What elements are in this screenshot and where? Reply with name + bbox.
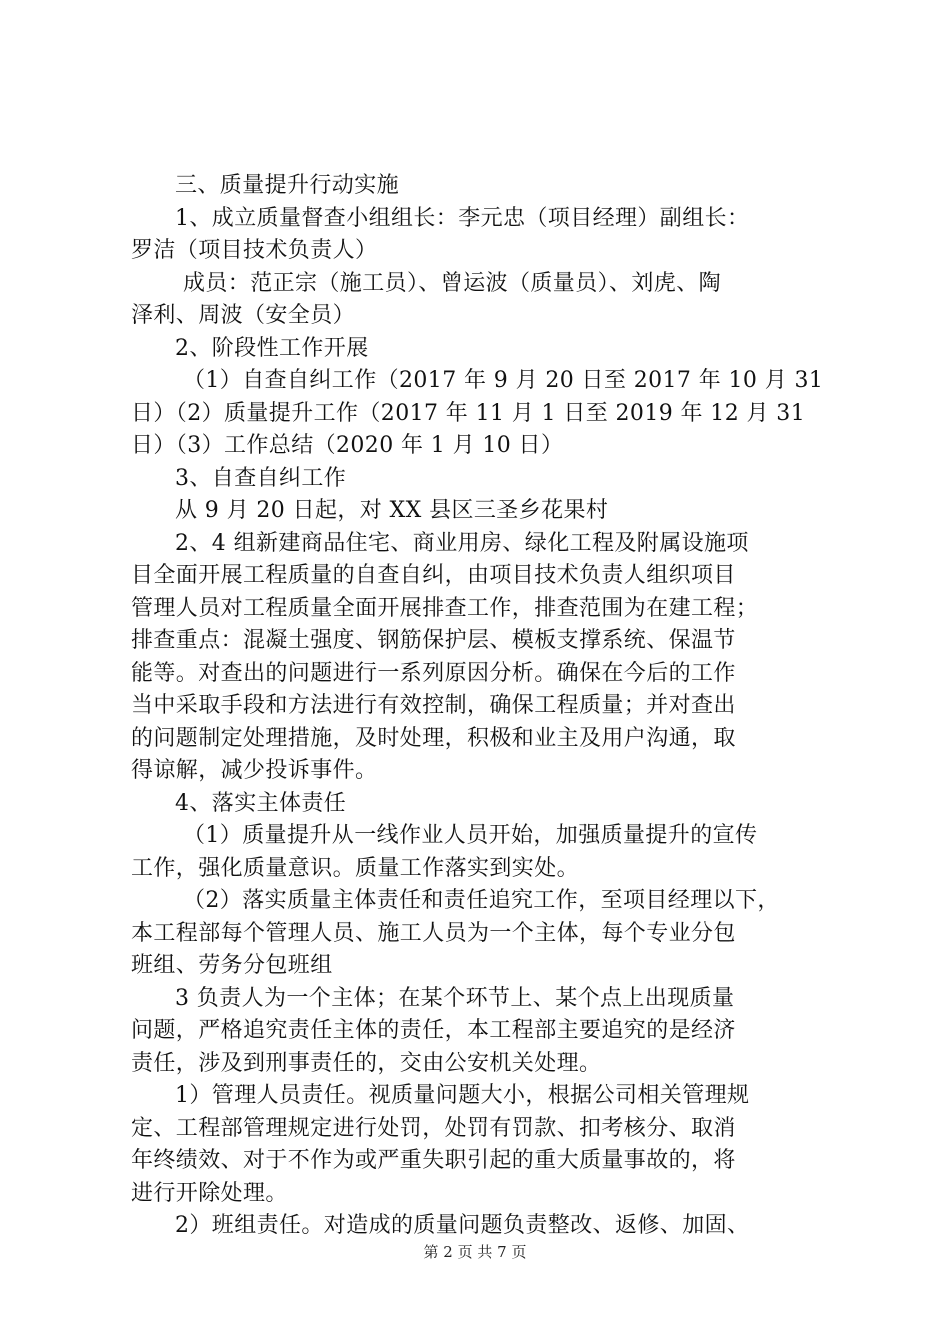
text-line: 成员：范正宗（施工员）、曾运波（质量员）、刘虎、陶 [183, 270, 722, 296]
text-line: 排查重点：混凝土强度、钢筋保护层、模板支撑系统、保温节 [131, 628, 736, 653]
text-line: 工作，强化质量意识。质量工作落实到实处。 [131, 855, 580, 881]
text-line: 班组、劳务分包班组 [131, 953, 333, 978]
text-line: 当中采取手段和方法进行有效控制，确保工程质量；并对查出 [131, 693, 736, 718]
subsection-heading: 2、阶段性工作开展 [175, 335, 369, 361]
page-footer [0, 1242, 950, 1262]
section-heading: 三、质量提升行动实施 [175, 173, 400, 198]
text-line: 责任，涉及到刑事责任的，交由公安机关处理。 [131, 1050, 602, 1076]
text-line: 本工程部每个管理人员、施工人员为一个主体，每个专业分包 [131, 920, 736, 946]
text-line: （2）落实质量主体责任和责任追究工作，至项目经理以下， [183, 888, 780, 913]
text-line: 管理人员对工程质量全面开展排查工作，排查范围为在建工程； [131, 595, 759, 621]
text-line: 2）班组责任。对造成的质量问题负责整改、返修、加固、 [175, 1213, 750, 1238]
text-line: 进行开除处理。 [131, 1180, 288, 1206]
text-line: 罗洁（项目技术负责人） [131, 238, 378, 263]
text-line: 2、4 组新建商品住宅、商业用房、绿化工程及附属设施项 [175, 530, 749, 556]
subsection-heading: 4、落实主体责任 [175, 790, 347, 816]
text-line: 的问题制定处理措施，及时处理，积极和业主及用户沟通，取 [131, 725, 736, 751]
text-line: 目全面开展工程质量的自查自纠，由项目技术负责人组织项目 [131, 563, 736, 588]
text-line: 1）管理人员责任。视质量问题大小，根据公司相关管理规 [175, 1083, 750, 1108]
text-line: 能等。对查出的问题进行一系列原因分析。确保在今后的工作 [131, 660, 736, 686]
page-number-label: 第 2 页 共 7 页 [423, 1243, 527, 1261]
text-line: 泽利、周波（安全员） [131, 303, 356, 328]
text-line: 年终绩效、对于不作为或严重失职引起的重大质量事故的，将 [131, 1148, 736, 1173]
text-line: （1）自查自纠工作（2017 年 9 月 20 日至 2017 年 10 月 31 [183, 368, 824, 393]
subsection-heading: 3、自查自纠工作 [175, 465, 347, 491]
text-line: （1）质量提升从一线作业人员开始，加强质量提升的宣传 [183, 823, 758, 848]
text-line: 从 9 月 20 日起，对 XX 县区三圣乡花果村 [175, 498, 609, 523]
text-line: 日）（3）工作总结（2020 年 1 月 10 日） [131, 433, 564, 458]
text-line: 3 负责人为一个主体；在某个环节上、某个点上出现质量 [175, 985, 735, 1011]
text-line: 得谅解，减少投诉事件。 [131, 758, 378, 783]
text-line: 问题，严格追究责任主体的责任，本工程部主要追究的是经济 [131, 1018, 736, 1043]
document-body [131, 170, 831, 1243]
text-line: 定、工程部管理规定进行处罚，处罚有罚款、扣考核分、取消 [131, 1115, 736, 1141]
text-line: 1、成立质量督查小组组长：李元忠（项目经理）副组长： [175, 205, 750, 231]
text-line: 日）（2）质量提升工作（2017 年 11 月 1 日至 2019 年 12 月 31 [131, 400, 806, 426]
